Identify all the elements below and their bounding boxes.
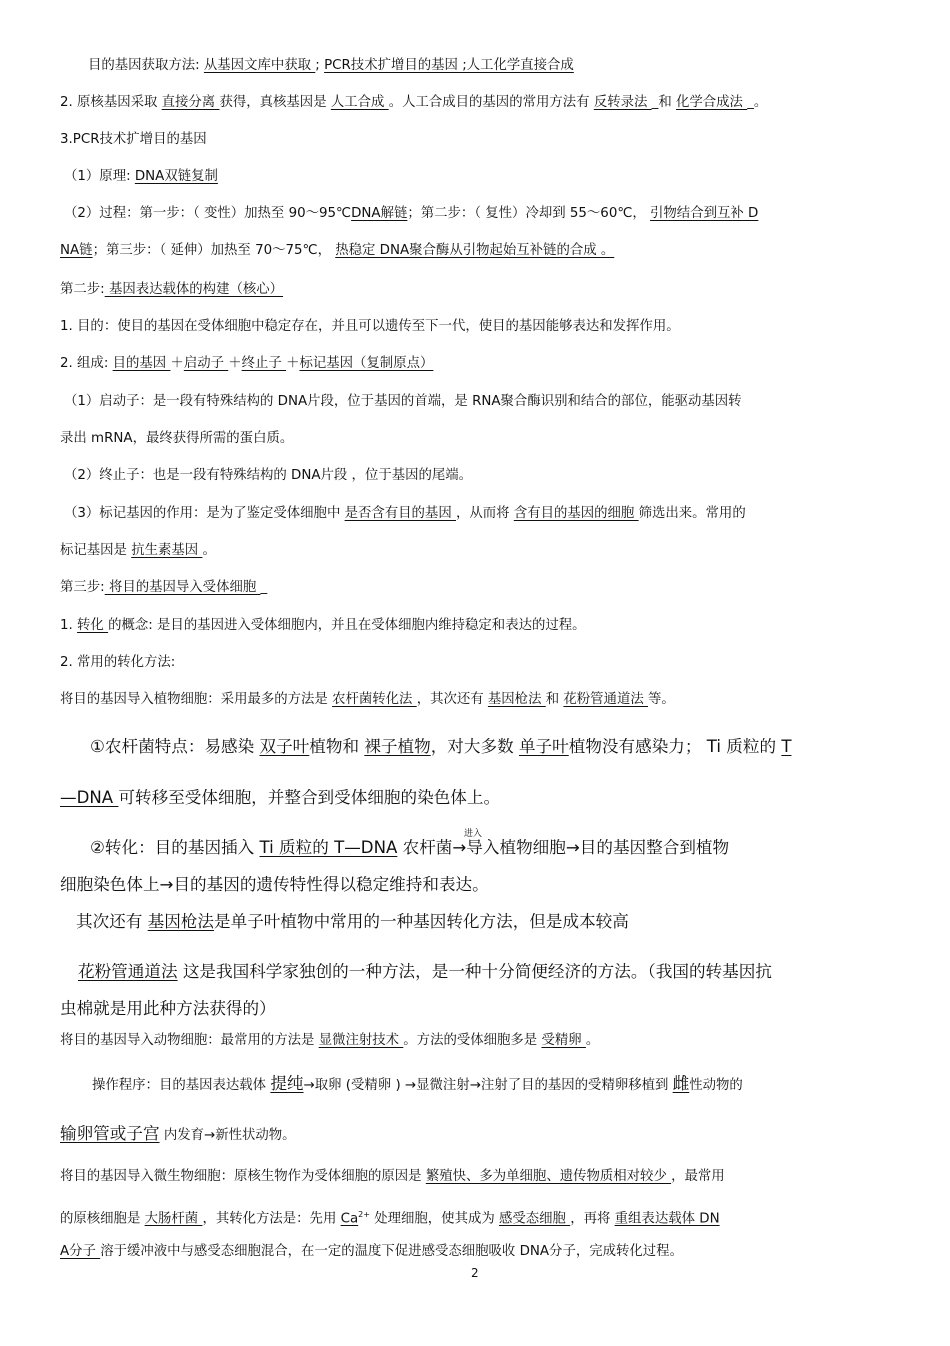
text-line — [64, 392, 742, 412]
text-segment: 植物没有感染力； Ti 质粒的 — [568, 737, 782, 756]
text-segment: _。 — [747, 95, 768, 110]
text-line — [64, 466, 472, 486]
underlined-answer: 大肠杆菌 — [144, 1211, 203, 1227]
text-segment: 农杆菌→导入植物细胞→目的基因整合到植物 — [397, 838, 730, 857]
text-segment: 2. 常用的转化方法: — [60, 655, 176, 670]
text-segment: _ — [260, 580, 268, 595]
underlined-answer: A分子 — [60, 1244, 101, 1259]
underlined-answer: 花粉管通道法 — [78, 962, 178, 981]
underlined-answer: 引物结合到互补 D — [650, 206, 759, 221]
underlined-answer: Ti 质粒的 T—DNA — [259, 838, 398, 857]
text-segment: 筛选出来。常用的 — [638, 506, 746, 521]
underlined-answer: 标记基因（复制原点） — [299, 356, 434, 371]
text-segment: 2. 原核基因采取 — [60, 95, 162, 110]
underlined-answer: 农杆菌转化法 — [332, 692, 417, 707]
arrow-label-text: 进入 — [464, 829, 483, 839]
text-segment: 细胞染色体上→目的基因的遗传特性得以稳定维持和表达。 — [60, 875, 489, 894]
text-segment: ，再将 — [570, 1211, 615, 1227]
text-segment: 3.PCR技术扩增目的基因 — [60, 132, 207, 147]
text-line — [60, 786, 500, 810]
text-line — [60, 130, 207, 150]
underlined-answer: NA链 — [60, 243, 93, 258]
text-line — [60, 1242, 683, 1262]
text-segment: （1）原理: — [64, 169, 135, 184]
underlined-answer: 化学合成法 — [675, 95, 748, 110]
page-number: 2 — [471, 1266, 479, 1280]
text-segment: 内发育→新性状动物。 — [159, 1128, 296, 1143]
text-segment: _和 — [651, 95, 676, 110]
text-line — [60, 690, 675, 710]
text-segment: ①农杆菌特点：易感染 — [90, 737, 260, 756]
text-line — [60, 280, 283, 300]
text-line — [78, 960, 772, 984]
underlined-answer: 花粉管通道法 — [563, 692, 648, 707]
underlined-answer: 含有目的基因的细胞 — [513, 506, 639, 521]
text-line — [88, 56, 574, 76]
text-line — [90, 735, 791, 759]
underlined-answer: DNA双链复制 — [134, 169, 218, 184]
text-segment: 将目的基因导入微生物细胞：原核生物作为受体细胞的原因是 — [60, 1169, 426, 1184]
text-segment: 1. — [60, 618, 78, 633]
underlined-answer: 人工合成 — [330, 95, 389, 110]
text-segment: 录出 mRNA，最终获得所需的蛋白质。 — [60, 431, 294, 446]
text-segment: 。 — [585, 1033, 600, 1048]
text-line — [60, 241, 614, 261]
text-segment: 虫棉就是用此种方法获得的） — [60, 999, 276, 1018]
text-segment: ；第二步：（ 复性）冷却到 55～60℃， — [407, 206, 651, 221]
text-segment: ＋ — [228, 356, 242, 371]
underlined-answer: 基因枪法 — [487, 692, 546, 707]
text-segment: 获得，真核基因是 — [219, 95, 331, 110]
text-segment: ＋ — [286, 356, 300, 371]
underlined-answer: 双子叶 — [259, 737, 310, 756]
text-segment: 植物和 — [309, 737, 365, 756]
text-segment: 2. 组成: — [60, 356, 113, 371]
text-segment: 。人工合成目的基因的常用方法有 — [388, 95, 594, 110]
superscript: 2+ — [358, 1210, 370, 1219]
underlined-answer: 从基因文库中获取 — [203, 58, 316, 73]
text-line — [60, 1124, 296, 1146]
text-segment: ，其转化方法是：先用 — [202, 1211, 341, 1227]
underlined-answer: 感受态细胞 — [499, 1211, 571, 1227]
underlined-answer: 基因表达载体的构建（核心） — [104, 282, 284, 297]
text-line — [60, 997, 276, 1021]
text-line — [92, 1074, 743, 1096]
underlined-answer: 启动子 — [183, 356, 229, 371]
underlined-answer: 热稳定 DNA聚合酶从引物起始互补链的合成 。 — [335, 243, 615, 258]
text-line — [60, 1205, 720, 1229]
text-line — [60, 1031, 599, 1051]
underlined-answer: PCR技术扩增目的基因 ;人工化学直接合成 — [324, 58, 574, 73]
text-line — [60, 616, 586, 636]
text-segment: （1）启动子：是一段有特殊结构的 DNA片段，位于基因的首端，是 RNA聚合酶识别和结合的部位，能驱动基因转 — [64, 394, 742, 409]
underlined-answer: —DNA — [60, 788, 119, 807]
text-segment: （2）过程：第一步：（ 变性）加热至 90～95℃ — [64, 206, 352, 221]
underlined-answer: 重组表达载体 DN — [614, 1211, 720, 1227]
text-segment: 第三步: — [60, 580, 105, 595]
text-line — [60, 541, 216, 561]
text-segment: ；第三步：（ 延伸）加热至 70～75℃， — [92, 243, 336, 258]
text-segment: 目的基因获取方法: — [88, 58, 204, 73]
text-segment: 操作程序：目的基因表达载体 — [92, 1078, 271, 1093]
underlined-answer: 直接分离 — [161, 95, 220, 110]
text-segment: 标记基因是 — [60, 543, 132, 558]
underlined-answer: 提纯 — [270, 1074, 304, 1093]
text-segment: ; — [315, 58, 325, 73]
text-segment: （2）终止子：也是一段有特殊结构的 DNA片段 ，位于基因的尾端。 — [64, 468, 473, 483]
underlined-answer: 目的基因 — [112, 356, 171, 371]
underlined-answer: 繁殖快、多为单细胞、遗传物质相对较少 — [425, 1169, 672, 1184]
text-segment: 等。 — [648, 692, 675, 707]
underlined-answer: 雌 — [672, 1074, 690, 1093]
text-line — [60, 317, 680, 337]
text-segment: ，其次还有 — [416, 692, 488, 707]
text-segment: ＋ — [170, 356, 184, 371]
text-line — [64, 504, 746, 524]
text-line — [76, 910, 629, 934]
text-segment: 和 — [545, 692, 564, 707]
text-line — [64, 167, 218, 187]
text-line — [60, 429, 293, 449]
underlined-answer: 输卵管或子宫 — [60, 1124, 160, 1143]
text-segment: 。方法的受体细胞多是 — [403, 1033, 542, 1048]
text-segment: 的概念: 是目的基因进入受体细胞内，并且在受体细胞内维持稳定和表达的过程。 — [108, 618, 586, 633]
text-line — [60, 578, 267, 598]
text-segment: ，对大多数 — [430, 737, 519, 756]
underlined-answer: 裸子植物 — [364, 737, 431, 756]
text-line — [60, 873, 489, 897]
text-segment: 性动物的 — [689, 1078, 743, 1093]
text-segment: 将目的基因导入动物细胞：最常用的方法是 — [60, 1033, 319, 1048]
text-segment: （3）标记基因的作用：是为了鉴定受体细胞中 — [64, 506, 345, 521]
underlined-answer: 基因枪法 — [147, 912, 215, 931]
underlined-answer: 受精卵 — [541, 1033, 586, 1048]
text-segment: →取卵 (受精卵 ) →显微注射→注射了目的基因的受精卵移植到 — [303, 1078, 673, 1093]
text-line — [90, 836, 729, 860]
text-line — [60, 653, 175, 673]
text-segment: 溶于缓冲液中与感受态细胞混合，在一定的温度下促进感受态细胞吸收 DNA分子，完成转化过程。 — [100, 1244, 683, 1259]
underlined-answer: T — [781, 737, 792, 756]
text-segment: 可转移至受体细胞，并整合到受体细胞的染色体上。 — [118, 788, 501, 807]
underlined-answer: 是否含有目的基因 — [344, 506, 456, 521]
text-segment: 。 — [202, 543, 216, 558]
underlined-answer: 将目的基因导入受体细胞 — [104, 580, 261, 595]
text-line — [64, 204, 758, 224]
text-segment: ②转化：目的基因插入 — [90, 838, 260, 857]
text-line — [60, 1167, 725, 1187]
underlined-answer: Ca — [340, 1211, 359, 1227]
underlined-answer: 抗生素基因 — [131, 543, 203, 558]
text-segment: 的原核细胞是 — [60, 1211, 145, 1227]
text-line — [60, 354, 433, 374]
text-line — [60, 93, 767, 113]
text-segment: 这是我国科学家独创的一种方法，是一种十分简便经济的方法。（我国的转基因抗 — [177, 962, 772, 981]
underlined-answer: 显微注射技术 — [318, 1033, 404, 1048]
text-segment: 将目的基因导入植物细胞：采用最多的方法是 — [60, 692, 333, 707]
underlined-answer: 反转录法 — [593, 95, 652, 110]
text-segment: 第二步: — [60, 282, 105, 297]
underlined-answer: 单子叶 — [518, 737, 569, 756]
text-segment: 是单子叶植物中常用的一种基因转化方法，但是成本较高 — [214, 912, 629, 931]
text-segment: 其次还有 — [76, 912, 148, 931]
text-segment: 1. 目的：使目的基因在受体细胞中稳定存在，并且可以遗传至下一代，使目的基因能够表达和发挥作用。 — [60, 319, 680, 334]
underlined-answer: DNA解链 — [351, 206, 408, 221]
text-segment: 处理细胞，使其成为 — [369, 1211, 499, 1227]
text-segment: ，从而将 — [455, 506, 514, 521]
underlined-answer: 终止子 — [241, 356, 287, 371]
text-segment: ，最常用 — [671, 1169, 725, 1184]
underlined-answer: 转化 — [77, 618, 109, 633]
